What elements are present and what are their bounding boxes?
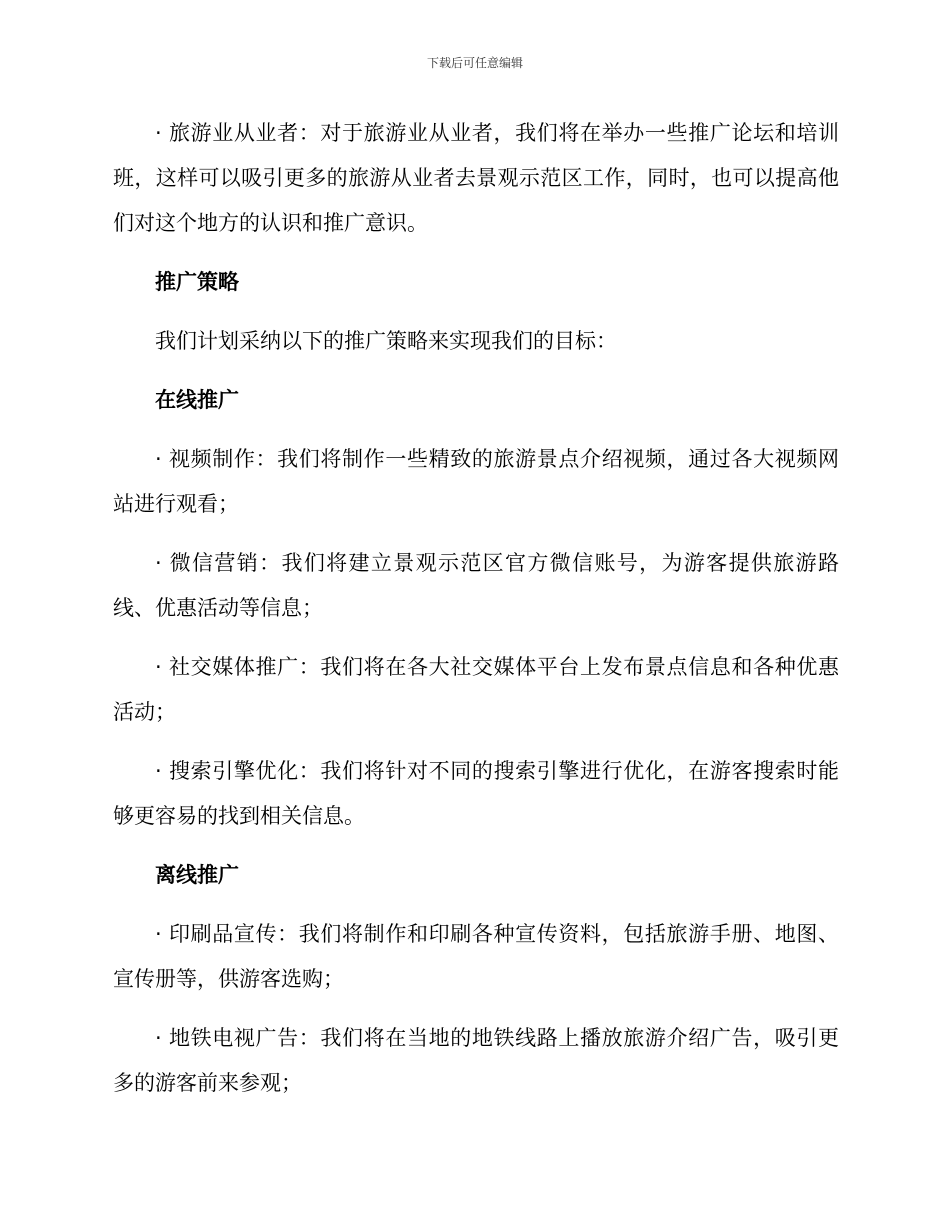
list-item-wechat-marketing: · 微信营销：我们将建立景观示范区官方微信账号，为游客提供旅游路线、优惠活动等信息； — [113, 551, 839, 620]
header-note: 下载后可任意编辑 — [426, 56, 523, 70]
list-item-seo: · 搜索引擎优化：我们将针对不同的搜索引擎进行优化，在游客搜索时能够更容易的找到相关信息。 — [113, 759, 839, 828]
list-item-video-production: · 视频制作：我们将制作一些精致的旅游景点介绍视频，通过各大视频网站进行观看； — [113, 447, 839, 516]
list-item-subway-tv-ads: · 地铁电视广告：我们将在当地的地铁线路上播放旅游介绍广告，吸引更多的游客前来参观； — [113, 1026, 839, 1095]
list-item-print-materials: · 印刷品宣传：我们将制作和印刷各种宣传资料，包括旅游手册、地图、宣传册等，供游客选购； — [113, 922, 839, 991]
paragraph-strategy-intro: 我们计划采纳以下的推广策略来实现我们的目标： — [155, 329, 617, 353]
list-item-social-media: · 社交媒体推广：我们将在各大社交媒体平台上发布景点信息和各种优惠活动； — [113, 655, 839, 724]
heading-promotion-strategy: 推广策略 — [155, 270, 239, 294]
paragraph-tourism-practitioners: · 旅游业从业者：对于旅游业从业者，我们将在举办一些推广论坛和培训班，这样可以吸引更多的旅游从业者去景观示范区工作，同时，也可以提高他们对这个地方的认识和推广意识。 — [113, 121, 839, 235]
heading-offline-promotion: 离线推广 — [155, 863, 239, 887]
heading-online-promotion: 在线推广 — [155, 388, 239, 412]
document-body — [113, 111, 839, 1120]
